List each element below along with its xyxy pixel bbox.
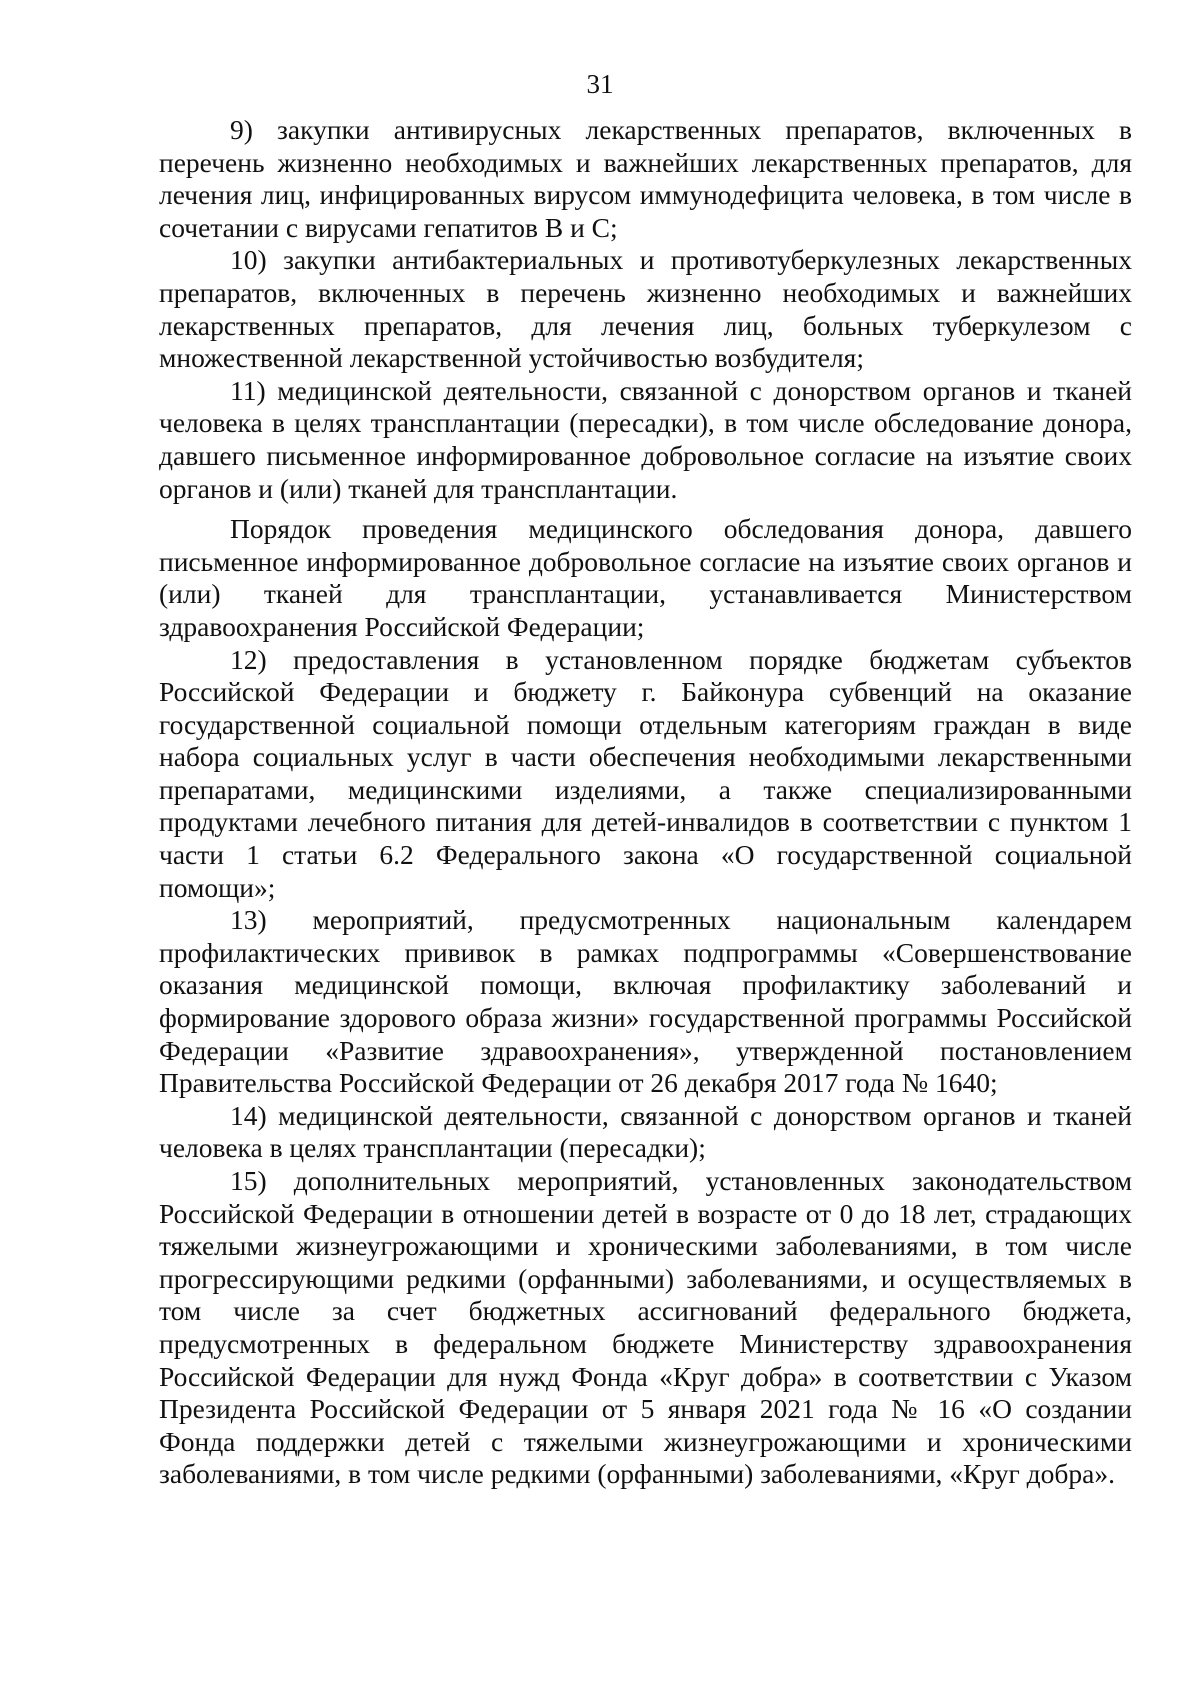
document-body [159,114,1132,1491]
paragraph-item-14: 14) медицинской деятельности, связанной с донорством органов и тканей человека в целях трансплантации (пересадки); [159,1099,1132,1164]
paragraph-item-9: 9) закупки антивирусных лекарственных препаратов, включенных в перечень жизненно необходимых и важнейших лекарственных препаратов, для лечения лиц, инфицированных вирусом иммунодефицита человека, в том числе в сочетании с вирусами гепатитов B и C; [159,114,1132,243]
paragraph-donor-procedure: Порядок проведения медицинского обследования донора, давшего письменное информированное добровольное согласие на изъятие своих органов и (или) тканей для трансплантации, устанавливается Министерством здравоохранения Российской Федерации; [159,513,1132,642]
paragraph-item-13: 13) мероприятий, предусмотренных национальным календарем профилактических прививок в рамках подпрограммы «Совершенствование оказания медицинской помощи, включая профилактику заболеваний и формирование здорового образа жизни» государственной программы Российской Федерации «Развитие здравоохранения», утвержденной постановлением Правительства Российской Федерации от 26 декабря 2017 года № 1640; [159,904,1132,1099]
page-number: 31 [586,69,614,99]
paragraph-item-15: 15) дополнительных мероприятий, установленных законодательством Российской Федерации в отношении детей в возрасте от 0 до 18 лет, страдающих тяжелыми жизнеугрожающими и хроническими заболеваниями, в том числе прогрессирующими редкими (орфанными) заболеваниями, и осуществляемых в том числе за счет бюджетных ассигнований федерального бюджета, предусмотренных в федеральном бюджете Министерству здравоохранения Российской Федерации для нужд Фонда «Круг добра» в соответствии с Указом Президента Российской Федерации от 5 января 2021 года № 16 «О создании Фонда поддержки детей с тяжелыми жизнеугрожающими и хроническими заболеваниями, в том числе редкими (орфанными) заболеваниями, «Круг добра». [159,1165,1132,1490]
paragraph-item-11: 11) медицинской деятельности, связанной с донорством органов и тканей человека в целях трансплантации (пересадки), в том числе обследование донора, давшего письменное информированное добровольное согласие на изъятие своих органов и (или) тканей для трансплантации. [159,374,1132,504]
paragraph-item-10: 10) закупки антибактериальных и противотуберкулезных лекарственных препаратов, включенных в перечень жизненно необходимых и важнейших лекарственных препаратов, для лечения лиц, больных туберкулезом с множественной лекарственной устойчивостью возбудителя; [159,244,1132,374]
paragraph-item-12: 12) предоставления в установленном порядке бюджетам субъектов Российской Федерации и бюджету г. Байконура субвенций на оказание государственной социальной помощи отдельным категориям граждан в виде набора социальных услуг в части обеспечения необходимыми лекарственными препаратами, медицинскими изделиями, а также специализированными продуктами лечебного питания для детей-инвалидов в соответствии с пунктом 1 части 1 статьи 6.2 Федерального закона «О государственной социальной помощи»; [159,643,1132,903]
